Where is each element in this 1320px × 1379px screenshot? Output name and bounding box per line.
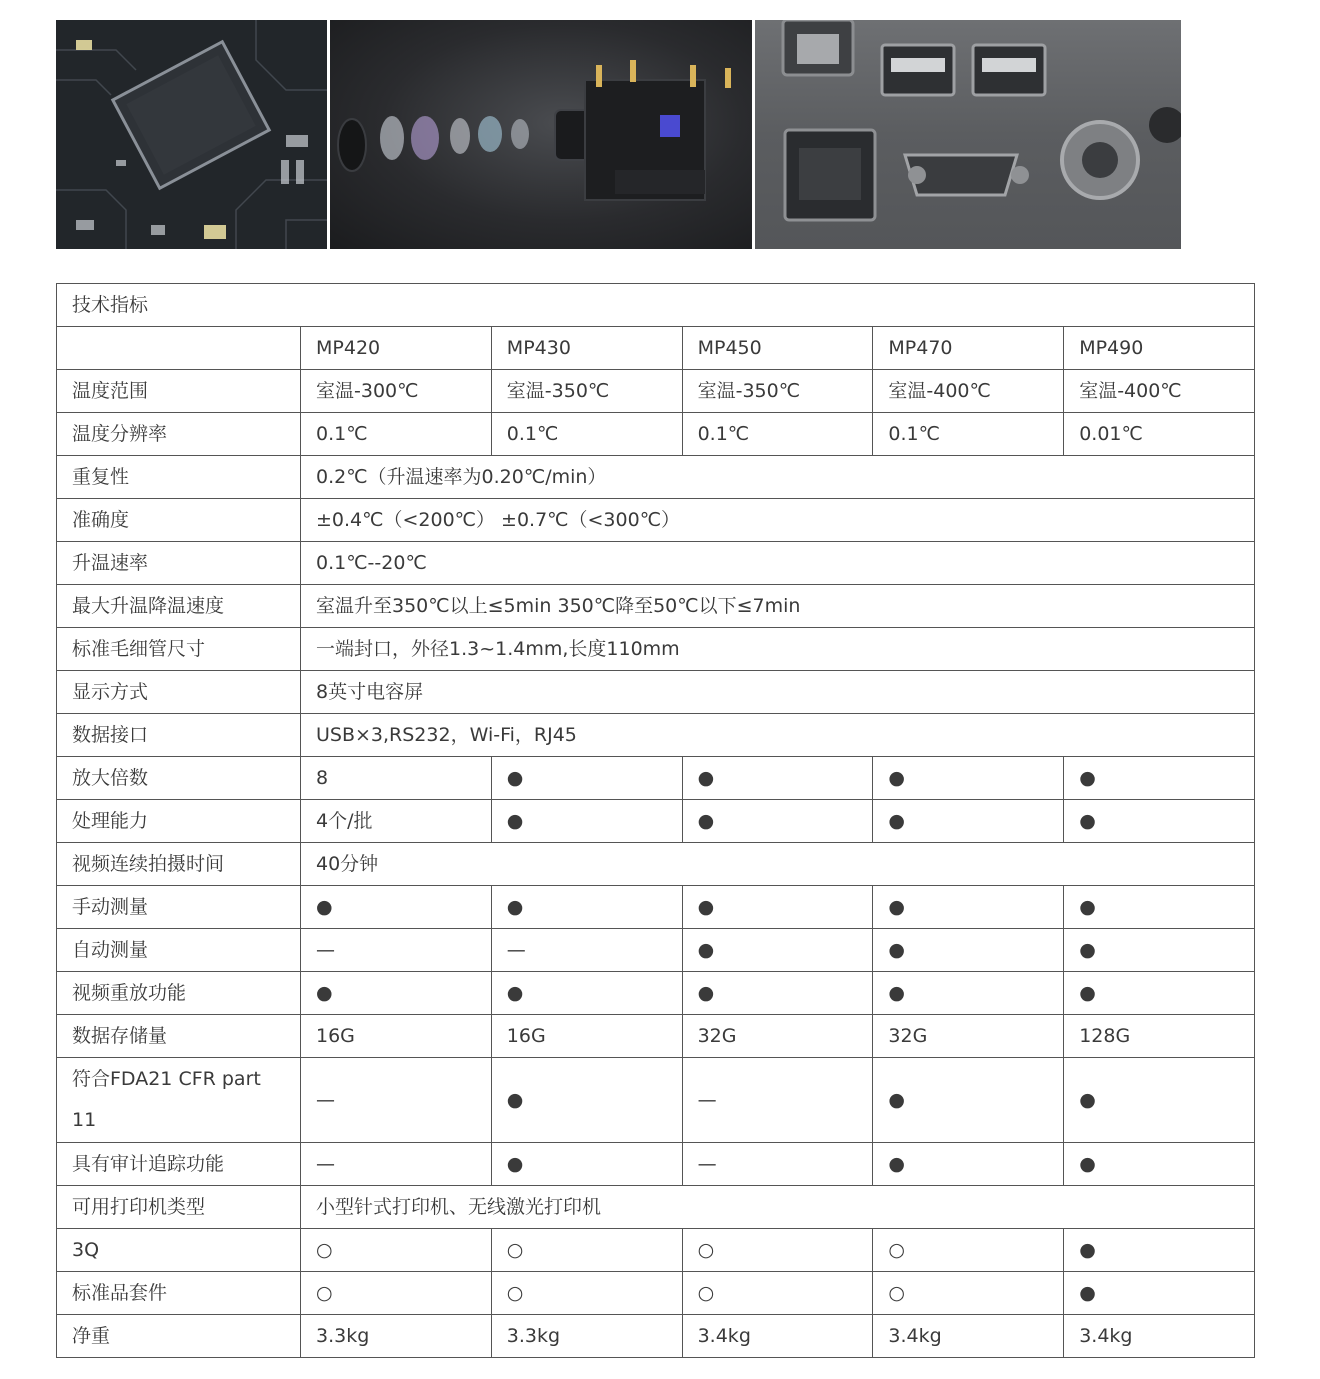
spec-cell: 4个/批 [301,800,492,843]
spec-cell: ● [873,972,1064,1015]
table-row [57,413,1255,456]
spec-cell: ● [491,1143,682,1186]
spec-cell: 室温-350℃ [682,370,873,413]
table-title-row [57,284,1255,327]
spec-cell: ● [301,886,492,929]
row-label: 最大升温降温速度 [57,585,301,628]
spec-value: 小型针式打印机、无线激光打印机 [301,1186,1255,1229]
spec-cell: — [491,929,682,972]
spec-cell: ● [1064,972,1255,1015]
spec-cell: 32G [682,1015,873,1058]
table-row [57,585,1255,628]
model-header: MP490 [1064,327,1255,370]
spec-cell: 3.3kg [301,1315,492,1358]
row-label: 放大倍数 [57,757,301,800]
spec-cell: ● [1064,757,1255,800]
table-row [57,714,1255,757]
camera-lens-image [330,20,752,249]
spec-cell: ● [491,757,682,800]
table-row [57,1058,1255,1143]
row-label: 3Q [57,1229,301,1272]
spec-cell: 128G [1064,1015,1255,1058]
table-row [57,1315,1255,1358]
table-row [57,972,1255,1015]
model-header: MP450 [682,327,873,370]
row-label: 可用打印机类型 [57,1186,301,1229]
spec-cell: ● [1064,1272,1255,1315]
spec-cell: ● [1064,800,1255,843]
spec-value: 0.1℃--20℃ [301,542,1255,585]
spec-cell: ○ [491,1229,682,1272]
row-label: 处理能力 [57,800,301,843]
spec-cell: 3.4kg [873,1315,1064,1358]
table-row [57,757,1255,800]
spec-cell: — [301,1058,492,1143]
spec-cell: ● [1064,1229,1255,1272]
ports-illustration [755,20,1181,249]
spec-cell: 16G [491,1015,682,1058]
spec-value: 8英寸电容屏 [301,671,1255,714]
table-row [57,456,1255,499]
row-label: 温度分辨率 [57,413,301,456]
spec-cell: ● [873,757,1064,800]
spec-cell: ● [682,886,873,929]
spec-cell: ● [873,929,1064,972]
spec-cell: 室温-300℃ [301,370,492,413]
table-row [57,671,1255,714]
spec-cell: ● [491,886,682,929]
row-label: 净重 [57,1315,301,1358]
spec-value: 40分钟 [301,843,1255,886]
spec-value: ±0.4℃（<200℃） ±0.7℃（<300℃） [301,499,1255,542]
row-label: 温度范围 [57,370,301,413]
spec-value: 0.2℃（升温速率为0.20℃/min） [301,456,1255,499]
spec-cell: 室温-400℃ [873,370,1064,413]
spec-cell: ● [491,800,682,843]
spec-cell: ○ [682,1272,873,1315]
spec-cell: ○ [301,1272,492,1315]
row-label: 数据存储量 [57,1015,301,1058]
spec-cell: ○ [873,1272,1064,1315]
row-label: 升温速率 [57,542,301,585]
spec-cell: ● [873,1058,1064,1143]
circuit-board-image [56,20,327,249]
table-row [57,1186,1255,1229]
spec-cell: — [682,1058,873,1143]
spec-cell: 32G [873,1015,1064,1058]
spec-cell: 室温-350℃ [491,370,682,413]
spec-cell: ● [873,800,1064,843]
spec-cell: ● [873,886,1064,929]
camera-module-illustration [330,20,752,249]
spec-value: 室温升至350℃以上≤5min 350℃降至50℃以下≤7min [301,585,1255,628]
row-label: 视频重放功能 [57,972,301,1015]
table-row [57,628,1255,671]
table-row [57,929,1255,972]
table-row [57,499,1255,542]
spec-cell: — [682,1143,873,1186]
spec-cell: 0.1℃ [491,413,682,456]
spec-cell: — [301,929,492,972]
model-header: MP420 [301,327,492,370]
table-row [57,1143,1255,1186]
spec-cell: 0.01℃ [1064,413,1255,456]
table-row [57,800,1255,843]
model-header: MP430 [491,327,682,370]
table-row [57,843,1255,886]
spec-cell: ● [682,972,873,1015]
row-label: 重复性 [57,456,301,499]
model-header: MP470 [873,327,1064,370]
spec-cell: ● [301,972,492,1015]
spec-cell: 0.1℃ [682,413,873,456]
row-label: 手动测量 [57,886,301,929]
table-row [57,886,1255,929]
table-row [57,1272,1255,1315]
spec-cell: ○ [491,1272,682,1315]
row-label: 显示方式 [57,671,301,714]
spec-table [56,283,1255,1358]
spec-cell: 0.1℃ [873,413,1064,456]
spec-cell: ○ [682,1229,873,1272]
spec-cell: ● [1064,929,1255,972]
spec-cell: ● [1064,1058,1255,1143]
spec-cell: ○ [873,1229,1064,1272]
circuit-board-illustration [56,20,327,249]
table-row [57,1015,1255,1058]
table-title: 技术指标 [57,284,1255,327]
device-ports-image [755,20,1181,249]
spec-cell: 0.1℃ [301,413,492,456]
spec-value: 一端封口，外径1.3~1.4mm,长度110mm [301,628,1255,671]
table-row [57,370,1255,413]
row-label: 符合FDA21 CFR part 11 [57,1058,301,1143]
spec-cell: 3.4kg [682,1315,873,1358]
product-image-banner [56,20,1181,249]
spec-cell: 8 [301,757,492,800]
spec-cell: ● [491,1058,682,1143]
spec-cell: ● [1064,886,1255,929]
spec-cell: — [301,1143,492,1186]
spec-cell: 3.3kg [491,1315,682,1358]
spec-cell: ● [682,757,873,800]
model-header-row [57,327,1255,370]
spec-cell: ● [873,1143,1064,1186]
row-label: 标准品套件 [57,1272,301,1315]
spec-cell: ● [491,972,682,1015]
spec-cell: 16G [301,1015,492,1058]
model-header-blank [57,327,301,370]
spec-cell: ● [1064,1143,1255,1186]
row-label: 标准毛细管尺寸 [57,628,301,671]
spec-cell: 3.4kg [1064,1315,1255,1358]
spec-cell: ● [682,929,873,972]
spec-value: USB×3,RS232，Wi-Fi，RJ45 [301,714,1255,757]
row-label: 具有审计追踪功能 [57,1143,301,1186]
spec-cell: ○ [301,1229,492,1272]
table-row [57,542,1255,585]
row-label: 数据接口 [57,714,301,757]
table-row [57,1229,1255,1272]
spec-cell: 室温-400℃ [1064,370,1255,413]
row-label: 视频连续拍摄时间 [57,843,301,886]
row-label: 准确度 [57,499,301,542]
spec-cell: ● [682,800,873,843]
row-label: 自动测量 [57,929,301,972]
